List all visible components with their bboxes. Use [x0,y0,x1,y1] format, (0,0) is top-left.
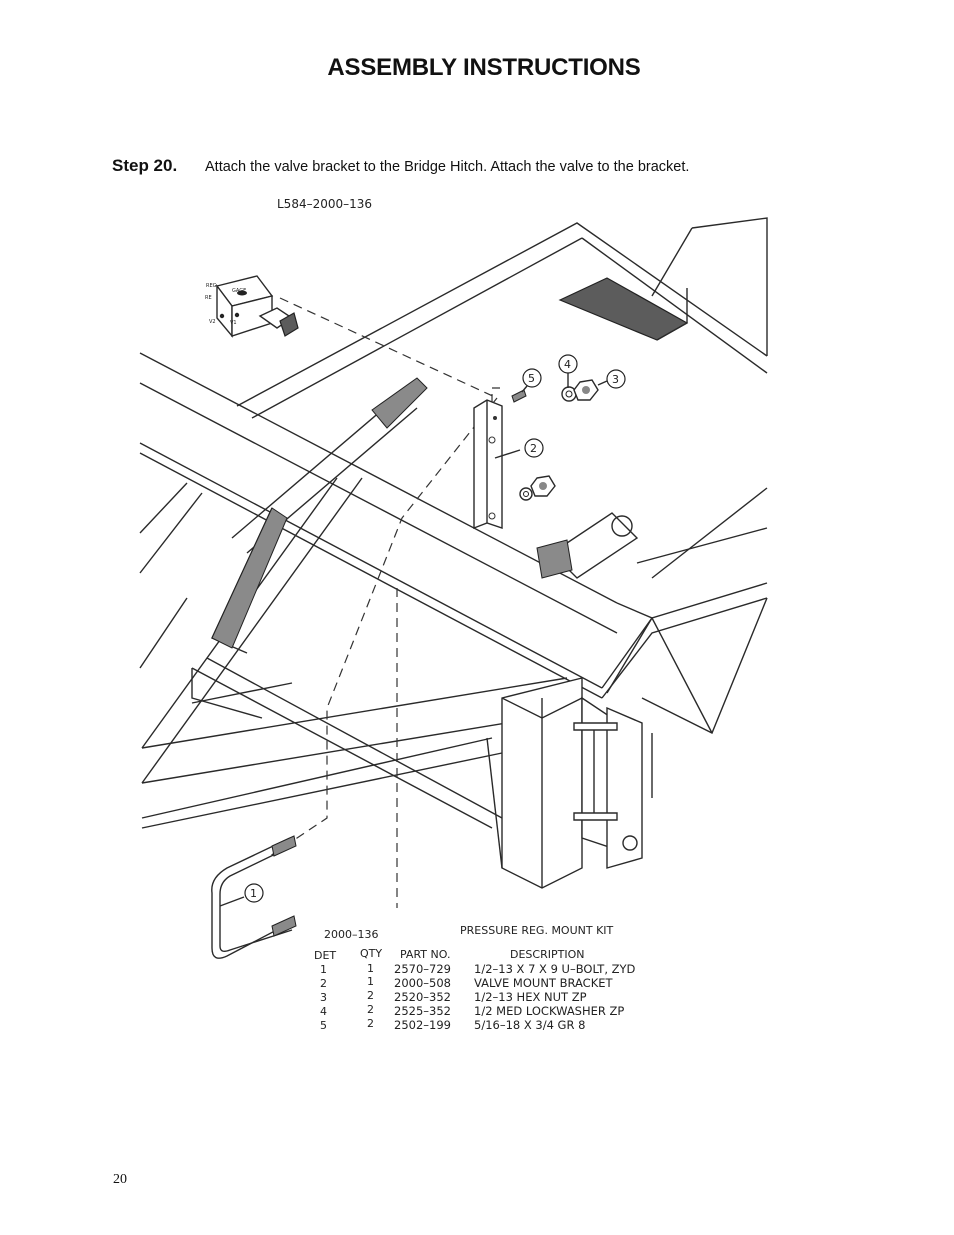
svg-text:1: 1 [320,963,327,976]
assembly-drawing [112,178,854,1046]
svg-text:5/16–18 X 3/4 GR 8: 5/16–18 X 3/4 GR 8 [474,1018,586,1032]
page-title: ASSEMBLY INSTRUCTIONS [327,54,641,81]
svg-text:2: 2 [530,442,537,455]
svg-text:3: 3 [320,991,327,1004]
svg-text:2000–508: 2000–508 [394,976,451,990]
svg-text:VALVE MOUNT BRACKET: VALVE MOUNT BRACKET [474,976,613,990]
svg-text:1: 1 [367,975,374,988]
svg-text:2502–199: 2502–199 [394,1018,451,1032]
drawing-number: L584–2000–136 [277,197,373,211]
svg-text:2: 2 [367,989,374,1002]
svg-text:5: 5 [320,1019,327,1032]
svg-text:2: 2 [367,1017,374,1030]
svg-text:2570–729: 2570–729 [394,962,451,976]
svg-text:2: 2 [320,977,327,990]
valve-label-reg: REG [206,283,217,289]
svg-text:1/2 MED LOCKWASHER ZP: 1/2 MED LOCKWASHER ZP [474,1004,625,1018]
svg-text:1: 1 [367,962,374,975]
svg-text:1/2–13 X 7 X 9 U–BOLT, ZYD: 1/2–13 X 7 X 9 U–BOLT, ZYD [474,962,636,976]
parts-header-description: DESCRIPTION [510,948,585,961]
step-label: Step 20. [112,156,178,175]
svg-text:4: 4 [320,1005,327,1018]
svg-text:2520–352: 2520–352 [394,990,451,1004]
step-instruction: Attach the valve bracket to the Bridge Hitch. Attach the valve to the bracket. [205,159,690,175]
svg-text:1: 1 [250,887,257,900]
callout-1 [245,884,263,902]
valve-label-v1: V1 [230,320,237,326]
svg-text:4: 4 [564,358,571,371]
parts-header-qty: QTY [360,947,383,960]
svg-text:5: 5 [528,372,535,385]
svg-text:2: 2 [367,1003,374,1016]
kit-number: 2000–136 [324,928,379,941]
callout-2 [525,439,543,457]
valve-label-v2: V2 [209,319,216,325]
svg-text:3: 3 [612,373,619,386]
parts-row-1 [320,962,636,976]
svg-text:1/2–13 HEX NUT ZP: 1/2–13 HEX NUT ZP [474,990,587,1004]
page-number: 20 [113,1172,127,1187]
kit-title: PRESSURE REG. MOUNT KIT [460,924,614,937]
parts-header-partno: PART NO. [400,948,451,961]
parts-header-det: DET [314,949,337,962]
valve-label-gage: GAGE [232,288,247,294]
valve-label-re: RE [205,295,212,301]
svg-text:2525–352: 2525–352 [394,1004,451,1018]
